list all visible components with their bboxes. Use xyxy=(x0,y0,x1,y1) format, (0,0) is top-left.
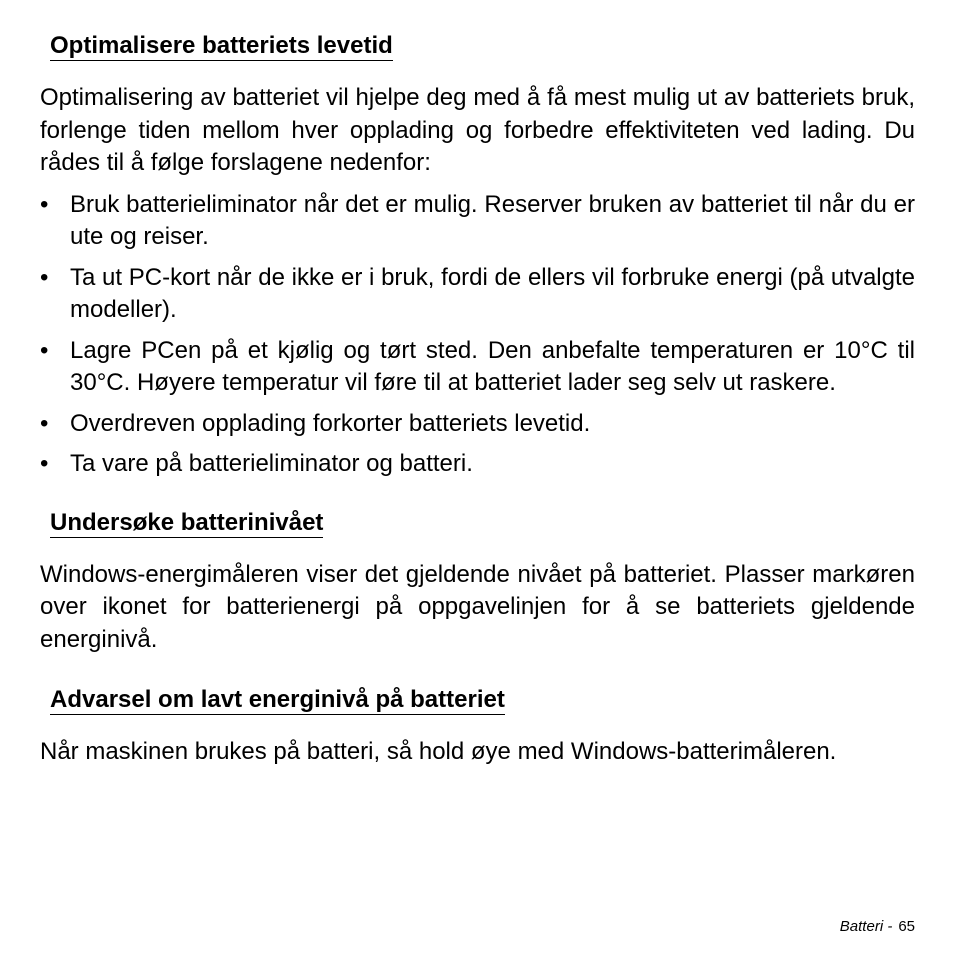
list-item: • Bruk batterieliminator når det er mulig. Reserver bruken av batteriet til når du er ute og reiser. xyxy=(40,190,915,250)
page-number: 65 xyxy=(898,918,915,935)
bullet-marker: • xyxy=(40,409,49,437)
section-heading-low-battery-warning: Advarsel om lavt energinivå på batteriet xyxy=(50,686,505,713)
document-page xyxy=(40,30,915,769)
bullet-marker: • xyxy=(40,450,49,477)
list-item: • Overdreven opplading forkorter batteriets levetid. xyxy=(40,408,915,441)
footer-section-label: Batteri - xyxy=(839,918,893,935)
bullet-marker: • xyxy=(40,263,49,291)
section-heading-battery-level: Undersøke batterinivået xyxy=(50,508,324,536)
paragraph-low-battery-warning: Når maskinen brukes på batteri, så hold øye med Windows-batterimåleren. xyxy=(40,738,837,765)
list-item: • Ta vare på batterieliminator og batteri. xyxy=(40,448,915,481)
bullet-marker: • xyxy=(40,190,49,218)
section-heading-battery-life: Optimalisere batteriets levetid xyxy=(50,32,393,59)
paragraph-battery-life: Optimalisering av batteriet vil hjelpe deg med å få mest mulig ut av batteriets bruk, forlenge tiden mellom hver opplading og forbedre effektiviteten ved lading. Du rådes til å følge forslagene nedenfor: xyxy=(40,84,915,176)
bullet-marker: • xyxy=(40,336,49,364)
page-footer xyxy=(840,918,915,935)
paragraph-battery-level: Windows-energimåleren viser det gjeldende nivået på batteriet. Plasser markøren over ikonet for batterienergi på oppgavelinjen for å se batteriets gjeldende energinivå. xyxy=(40,560,915,653)
list-item: • Ta ut PC-kort når de ikke er i bruk, fordi de ellers vil forbruke energi (på utvalgte modeller). xyxy=(40,263,915,323)
list-item: • Lagre PCen på et kjølig og tørt sted. Den anbefalte temperaturen er 10°C til 30°C. Høyere temperatur vil føre til at batteriet lader seg selv ut raskere. xyxy=(40,336,915,396)
battery-tips-list xyxy=(40,189,915,481)
